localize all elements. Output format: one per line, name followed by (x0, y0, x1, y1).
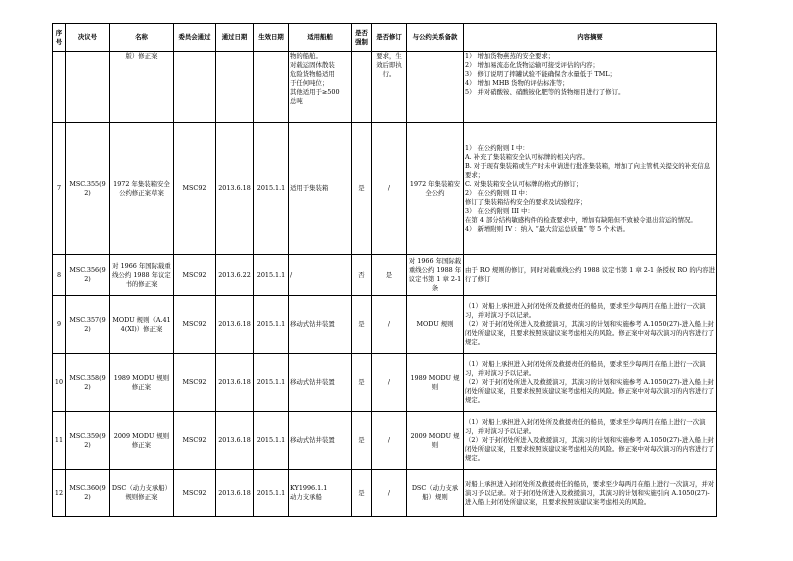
header-convention: 与公约关系备款 (407, 24, 464, 52)
row-scope: 移动式钻井装置 (289, 412, 352, 470)
header-amend: 是否修订 (372, 24, 407, 52)
row-name: 2009 MODU 规则修正案 (110, 412, 174, 470)
row-adopt-date: 2013.6.22 (216, 255, 254, 296)
row-effect-date: 2015.1.1 (254, 123, 289, 255)
row-summary: 1） 增加货物燕蒸的安全要求； 2） 增加易流态化货物运输可接受评估的内容； 3） 修订说明了摔罐试验不能确保含水量低于 TML； 4） 增加 MHB 货物的评估标准等； 5） 并对硝酸铵、硝酸铵化肥等的货物细目进行了修订。 (464, 52, 717, 123)
row-committee: MSC92 (174, 470, 216, 517)
row-convention (407, 52, 464, 123)
header-adopt-date: 通过日期 (216, 24, 254, 52)
row-mandatory (352, 52, 372, 123)
row-scope: 移动式钻井装置 (289, 354, 352, 412)
header-summary: 内容摘要 (464, 24, 717, 52)
row-adopt-date: 2013.6.18 (216, 354, 254, 412)
row-effect-date: 2015.1.1 (254, 354, 289, 412)
row-scope: 移动式钻井装置 (289, 296, 352, 354)
row-committee (174, 52, 216, 123)
row-adopt-date: 2013.6.18 (216, 296, 254, 354)
row-resolution: MSC.355(92) (66, 123, 110, 255)
header-seq: 序号 (53, 24, 66, 52)
row-seq: 10 (53, 354, 66, 412)
row-convention: DSC（动力支承船）规则 (407, 470, 464, 517)
row-seq: 12 (53, 470, 66, 517)
row-seq (53, 52, 66, 123)
row-effect-date: 2015.1.1 (254, 412, 289, 470)
table-row (53, 255, 717, 296)
row-committee: MSC92 (174, 296, 216, 354)
row-mandatory: 否 (352, 255, 372, 296)
table-row (53, 354, 717, 412)
row-scope: 适用于集装箱 (289, 123, 352, 255)
row-adopt-date: 2013.6.18 (216, 412, 254, 470)
row-summary: 1） 在公约附则 I 中： A. 补充了集装箱安全认可标牌的相关内容。 B. 对于现有集装箱或生产时未申请进行批准集装箱，增加了向主管机关提交的补充信息要求； C. 对集装箱安全认可标牌的格式的修订； 2） 在公约附则 II 中： 修订了集装箱结构安全的要求及试验程序； 3） 在公约附则 III 中： 在第 4 部分结构敏感构件的检查要求中，增加有缺陷但不致被令退出营运的情况。 4） 新增附则 IV ：纳入 “最大营运总质量” 等 5 个术语。 (464, 123, 717, 255)
row-amend: 要求，生 效后即执 行。 (372, 52, 407, 123)
row-convention: 对 1966 年国际载重线公约 1988 年议定书第 1 章 2-1 条 (407, 255, 464, 296)
row-scope: KY1996.1.1 动力支承船 (289, 470, 352, 517)
row-committee: MSC92 (174, 354, 216, 412)
row-amend: / (372, 412, 407, 470)
row-summary: 由于 RO 规则的修订，同时对载重线公约 1988 议定书第 1 章 2-1 条授权 RO 的内容进行了修订 (464, 255, 717, 296)
row-summary: （1）对船上承担进入封闭处所及救援责任的船员，要求至少每两月在船上进行一次演习，并对演习予以记录。 （2）对于封闭处所进入及救援演习，其演习的计划和实施参考 A.1050(27)-进入船上封闭处所建议案，且要求按照该建议案考虑相关的风险。修正案中对每次演习的内容进行了规定。 (464, 412, 717, 470)
table-row (53, 123, 717, 255)
row-amend: / (372, 123, 407, 255)
row-name: 1989 MODU 规则修正案 (110, 354, 174, 412)
row-mandatory: 是 (352, 123, 372, 255)
row-convention: MODU 规则 (407, 296, 464, 354)
table-row (53, 296, 717, 354)
row-effect-date (254, 52, 289, 123)
row-name: 对 1966 年国际载重线公约 1988 年议定书的修正案 (110, 255, 174, 296)
row-adopt-date: 2013.6.18 (216, 470, 254, 517)
row-seq: 11 (53, 412, 66, 470)
row-convention: 2009 MODU 规则 (407, 412, 464, 470)
table-row (53, 470, 717, 517)
row-name: DSC（动力支承船）规则修正案 (110, 470, 174, 517)
row-mandatory: 是 (352, 412, 372, 470)
header-effect-date: 生效日期 (254, 24, 289, 52)
table-row (53, 412, 717, 470)
row-amend: / (372, 354, 407, 412)
header-mandatory: 是否强制 (352, 24, 372, 52)
row-summary: 对船上承担进入封闭处所及救援责任的船员，要求至少每两月在船上进行一次演习，并对演习予以记录。对于封闭处所进入及救援演习，其演习的计划和实施引向 A.1050(27)-进入船上封闭处所建议案，且要求按照该建议案考虑相关的风险。 (464, 470, 717, 517)
header-scope: 适用船舶 (289, 24, 352, 52)
row-resolution: MSC.359(92) (66, 412, 110, 470)
header-committee: 委员会通过 (174, 24, 216, 52)
table-row (53, 52, 717, 123)
row-committee: MSC92 (174, 412, 216, 470)
header-name: 名称 (110, 24, 174, 52)
row-effect-date: 2015.1.1 (254, 470, 289, 517)
resolution-table (52, 23, 717, 517)
row-resolution: MSC.356(92) (66, 255, 110, 296)
row-adopt-date (216, 52, 254, 123)
row-resolution: MSC.358(92) (66, 354, 110, 412)
row-seq: 9 (53, 296, 66, 354)
row-scope: 物的船舶。 对载运固体散装 危险货物船适用 于任何吨位； 其他适用于≥500 总吨 (289, 52, 352, 123)
row-committee: MSC92 (174, 123, 216, 255)
row-convention: 1989 MODU 规则 (407, 354, 464, 412)
header-row (53, 24, 717, 52)
row-adopt-date: 2013.6.18 (216, 123, 254, 255)
row-committee: MSC92 (174, 255, 216, 296)
row-seq: 7 (53, 123, 66, 255)
row-amend: / (372, 470, 407, 517)
row-name: MODU 规则（A.414(XI)）修正案 (110, 296, 174, 354)
row-name: 1972 年集装箱安全公约修正案草案 (110, 123, 174, 255)
row-mandatory: 是 (352, 470, 372, 517)
row-scope: / (289, 255, 352, 296)
row-summary: （1）对船上承担进入封闭处所及救援责任的船员，要求至少每两月在船上进行一次演习，并对演习予以记录。 （2）对于封闭处所进入及救援演习，其演习的计划和实施参考 A.1050(27)-进入船上封闭处所建议案，且要求按照该建议案考虑相关的风险。修正案中对每次演习的内容进行了规定。 (464, 354, 717, 412)
row-resolution: MSC.360(92) (66, 470, 110, 517)
row-amend: / (372, 296, 407, 354)
row-summary: （1）对船上承担进入封闭处所及救援责任的船员，要求至少每两月在船上进行一次演习，并对演习予以记录。 （2）对于封闭处所进入及救援演习，其演习的计划和实施参考 A.1050(27)-进入船上封闭处所建议案，且要求按照该建议案考虑相关的风险。修正案中对每次演习的内容进行了规定。 (464, 296, 717, 354)
header-resolution: 决议号 (66, 24, 110, 52)
row-effect-date: 2015.1.1 (254, 255, 289, 296)
row-effect-date: 2015.1.1 (254, 296, 289, 354)
row-amend: 是 (372, 255, 407, 296)
row-mandatory: 是 (352, 296, 372, 354)
row-convention: 1972 年集装箱安全公约 (407, 123, 464, 255)
row-name: 版）修正案 (110, 52, 174, 123)
row-resolution: MSC.357(92) (66, 296, 110, 354)
row-seq: 8 (53, 255, 66, 296)
row-mandatory: 是 (352, 354, 372, 412)
row-resolution (66, 52, 110, 123)
